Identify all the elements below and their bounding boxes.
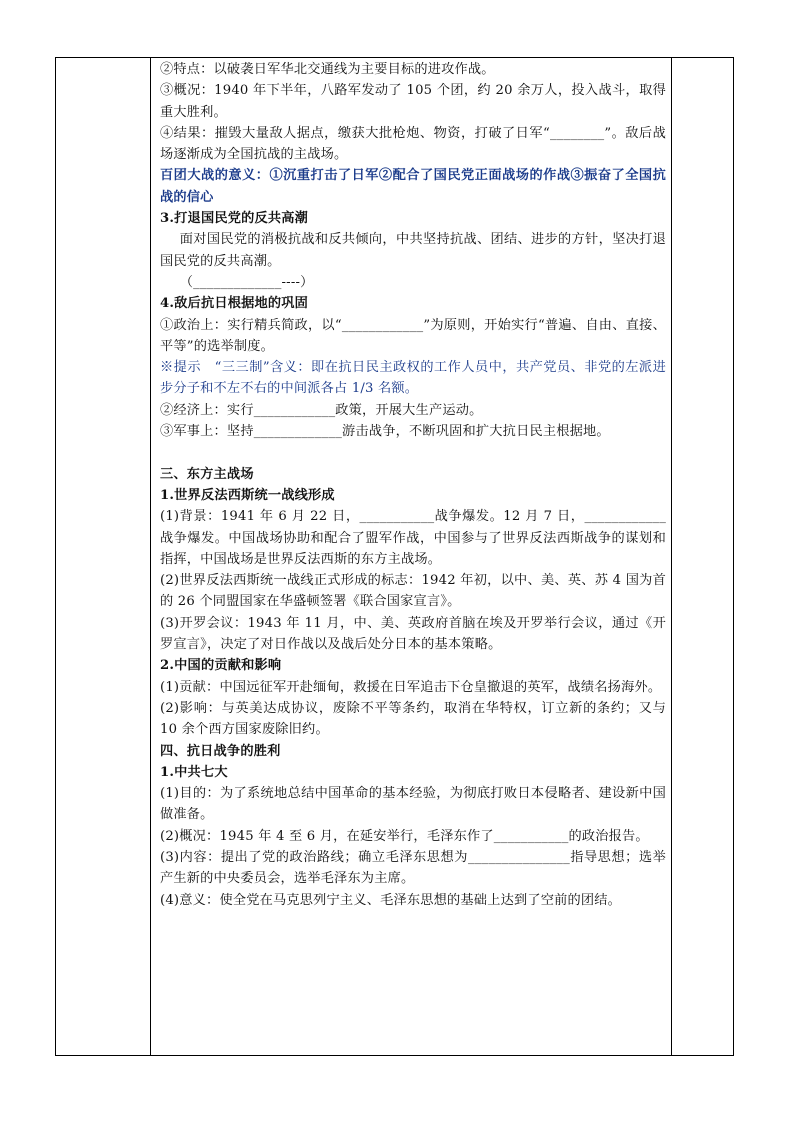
text-line: (1)贡献：中国远征军开赴缅甸，救援在日军追击下仓皇撤退的英军，战绩名扬海外。 — [160, 679, 662, 695]
text-line: (1)背景：1941 年 6 月 22 日，___________战争爆发。12 月 7 日，____________战争爆发。中国战场协助和配合了盟军作战，中国参与了世界反法西斯战争的谋划和指挥，中国战场是世界反法西斯的东方主战场。 — [160, 509, 666, 567]
text-line: (2)概况：1945 年 4 至 6 月，在延安举行，毛泽东作了___________的政治报告。 — [160, 828, 649, 844]
text-line: ③军事上：坚持_____________游击战争，不断巩固和扩大抗日民主根据地。 — [160, 424, 610, 440]
highlight-significance: 百团大战的意义：①沉重打击了日军②配合了国民党正面战场的作战③振奋了全国抗战的信心 — [160, 168, 666, 205]
text-line: (1)目的：为了系统地总结中国革命的基本经验，为彻底打败日本侵略者、建设新中国做准备。 — [160, 786, 666, 823]
column-divider-right — [671, 58, 672, 1055]
text-line: ④结果：摧毁大量敌人据点，缴获大批枪炮、物资，打破了日军“________”。敌后战场逐渐成为全国抗战的主战场。 — [160, 125, 666, 163]
section-heading: 2.中国的贡献和影响 — [160, 658, 282, 674]
section-heading: 4.敌后抗日根据地的巩固 — [160, 296, 309, 312]
text-line: (4)意义：使全党在马克思列宁主义、毛泽东思想的基础上达到了空前的团结。 — [160, 892, 622, 908]
chapter-heading: 三、东方主战场 — [160, 466, 254, 482]
blank-line: （_____________----） — [179, 274, 314, 290]
tip-note: ※提示 “三三制”含义：即在抗日民主政权的工作人员中，共产党员、非党的左派进步分子和不左不右的中间派各占 1/3 名额。 — [160, 360, 666, 397]
text-line: ②经济上：实行____________政策，开展大生产运动。 — [160, 402, 483, 418]
chapter-heading: 四、抗日战争的胜利 — [160, 743, 281, 759]
text-line: (2)影响：与英美达成协议，废除不平等条约，取消在华特权，订立新的条约；又与 10 余个西方国家废除旧约。 — [160, 700, 666, 738]
column-divider-left — [150, 58, 151, 1055]
text-line: (2)世界反法西斯统一战线正式形成的标志：1942 年初，以中、美、英、苏 4 国为首的 26 个同盟国家在华盛顿签署《联合国家宣言》。 — [160, 573, 666, 610]
section-heading: 3.打退国民党的反共高潮 — [160, 211, 309, 227]
text-line: (3)开罗会议：1943 年 11 月，中、美、英政府首脑在埃及开罗举行会议，通过《开罗宣言》，决定了对日作战以及战后处分日本的基本策略。 — [160, 615, 666, 653]
section-heading: 1.中共七大 — [160, 764, 228, 780]
text-line: ③概况：1940 年下半年，八路军发动了 105 个团，约 20 余万人，投入战斗，取得重大胜利。 — [160, 83, 666, 120]
text-line: ①政治上：实行精兵简政，以“____________”为原则，开始实行“普遍、自由、直接、平等”的选举制度。 — [160, 317, 666, 354]
text-line: ②特点：以破袭日军华北交通线为主要目标的进攻作战。 — [160, 62, 495, 77]
content-cell — [160, 59, 666, 911]
text-line: (3)内容：提出了党的政治路线；确立毛泽东思想为_______________指导思想；选举产生新的中央委员会，选举毛泽东为主席。 — [160, 849, 666, 887]
section-heading: 1.世界反法西斯统一战线形成 — [160, 487, 335, 503]
lesson-table — [55, 57, 734, 1056]
text-line: 面对国民党的消极抗战和反共倾向，中共坚持抗战、团结、进步的方针，坚决打退国民党的反共高潮。 — [160, 232, 666, 269]
